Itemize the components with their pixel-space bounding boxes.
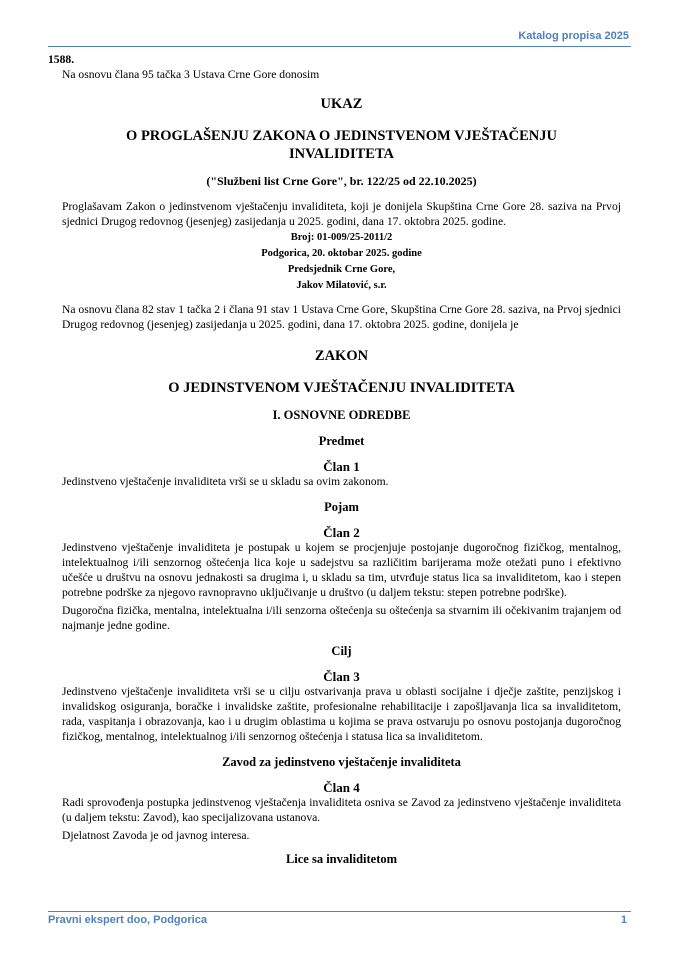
ukaz-subtitle: O PROGLAŠENJU ZAKONA O JEDINSTVENOM VJEŠTAČENJU INVALIDITETA bbox=[126, 128, 557, 162]
document-body bbox=[48, 52, 621, 867]
page-number: 1 bbox=[620, 914, 627, 926]
act-number: 1588. bbox=[48, 53, 75, 66]
section-cilj: Cilj bbox=[331, 644, 352, 658]
article-3-text: Jedinstveno vještačenje invaliditeta vrši se u cilju ostvarivanja prava u oblasti socijalne i dječje zaštite, penzijskog i invalidskog osiguranja, boračke i invalidske zaštite, profesionalne rehabilitacije i zapošljavanja lica sa invaliditetom, rada, vaspitanja i obrazovanja, kao i u drugim oblastima u kojima se prava ostvaruju po osnovu postojanja dugoročnog fizičkog, mentalnog, intelektualnog i/ili senzornog oštećenja i statusa lica sa invaliditetom. bbox=[62, 685, 621, 743]
section-lice: Lice sa invaliditetom bbox=[285, 852, 398, 866]
president-name: Jakov Milatović, s.r. bbox=[296, 280, 387, 291]
gazette-reference: ("Službeni list Crne Gore", br. 122/25 od 22.10.2025) bbox=[206, 174, 477, 188]
ukaz-title: UKAZ bbox=[320, 96, 363, 112]
intro-text: Na osnovu člana 95 tačka 3 Ustava Crne Gore donosim bbox=[62, 68, 320, 81]
article-3-heading: Član 3 bbox=[323, 669, 360, 684]
section-predmet: Predmet bbox=[318, 434, 365, 448]
article-1-text: Jedinstveno vještačenje invaliditeta vrši se u skladu sa ovim zakonom. bbox=[62, 475, 389, 488]
broj: Broj: 01-009/25-2011/2 bbox=[290, 232, 393, 243]
section-zavod: Zavod za jedinstveno vještačenje invaliditeta bbox=[222, 755, 461, 769]
catalog-title: Katalog propisa 2025 bbox=[518, 30, 629, 42]
article-2-paragraph-2: Dugoročna fizička, mentalna, intelektualna i/ili senzorna oštećenja su oštećenja sa stvarnim ili očekivanim trajanjem od najmanje jedne godine. bbox=[62, 604, 621, 632]
article-4-heading: Član 4 bbox=[323, 780, 360, 795]
article-4-paragraph-1: Radi sprovođenja postupka jedinstvenog vještačenja invaliditeta osniva se Zavod za jedinstveno vještačenje invaliditeta (u daljem tekstu: Zavod), kao specijalizovana ustanova. bbox=[62, 796, 621, 824]
part-heading: I. OSNOVNE ODREDBE bbox=[272, 408, 411, 422]
article-4-paragraph-2: Djelatnost Zavoda je od javnog interesa. bbox=[62, 829, 250, 842]
section-pojam: Pojam bbox=[324, 500, 359, 514]
zakon-title: ZAKON bbox=[314, 348, 369, 364]
place-date: Podgorica, 20. oktobar 2025. godine bbox=[261, 248, 422, 259]
basis-text: Na osnovu člana 82 stav 1 tačka 2 i člana 91 stav 1 Ustava Crne Gore, Skupština Crne Gore 28. saziva, na Prvoj sjednici Drugog redovnog (jesenjeg) zasijedanja u 2025. godini, dana 17. oktobra 2025. godine, donijela je bbox=[62, 303, 621, 331]
article-1-heading: Član 1 bbox=[323, 459, 360, 474]
article-2-heading: Član 2 bbox=[323, 525, 360, 540]
article-2-paragraph-1: Jedinstveno vještačenje invaliditeta je postupak u kojem se procjenjuje postojanje dugoročnog fizičkog, mentalnog, intelektualnog i/ili senzornog oštećenja lica koje u sadejstvu sa različitim barijerama može otežati puno i efektivno učešće u društvu na osnovu jednakosti sa drugima i, u skladu sa tim, utvrđuje status lica sa invaliditetom, kao i stepen potrebne podrške za njegovo ravnopravno uključivanje u društvo (u daljem tekstu: stepen potrebne podrške). bbox=[62, 541, 621, 599]
publisher-name: Pravni ekspert doo, Podgorica bbox=[48, 914, 207, 926]
page-header bbox=[48, 30, 631, 47]
proclamation-text: Proglašavam Zakon o jedinstvenom vještačenju invaliditeta, koji je donijela Skupština Crne Gore 28. saziva na Prvoj sjednici Drugog redovnog (jesenjeg) zasijedanja u 2025. godini, dana 17. oktobra 2025. godine. bbox=[62, 200, 621, 228]
page-footer bbox=[48, 911, 631, 928]
zakon-subtitle: O JEDINSTVENOM VJEŠTAČENJU INVALIDITETA bbox=[168, 380, 515, 396]
president-title: Predsjednik Crne Gore, bbox=[287, 264, 396, 275]
